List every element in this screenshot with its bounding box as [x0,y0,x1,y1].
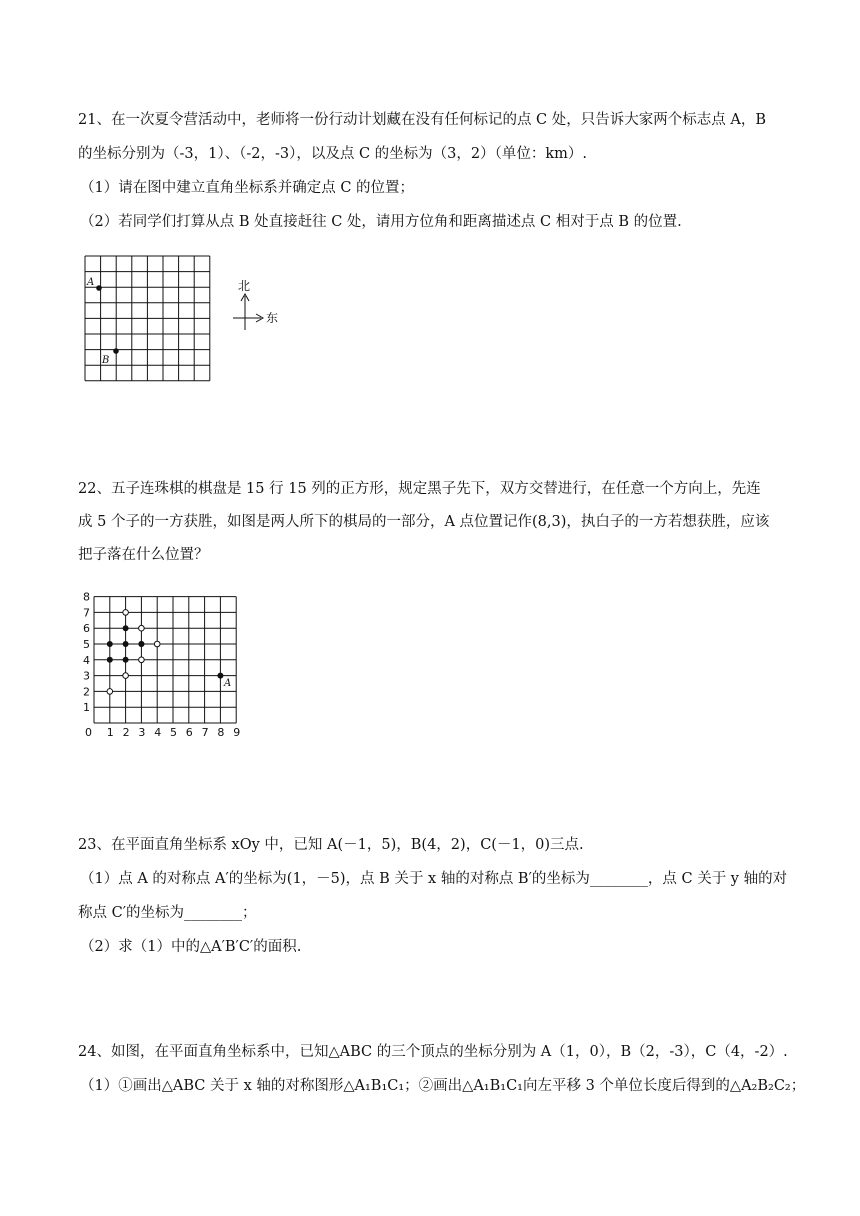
q21-line-1: 21、在一次夏令营活动中，老师将一份行动计划藏在没有任何标记的点 C 处，只告诉大家两个标志点 A，B [78,112,766,128]
q21-grid-figure [84,255,214,385]
q22-x-tick-label: 5 [170,726,177,739]
q22-black-stone [123,625,129,631]
q22-y-tick-label: 4 [83,653,90,667]
q23-line-3: 称点 C′的坐标为________； [78,905,257,921]
q22-y-tick-label: 7 [83,606,90,620]
q21-line-3: （1）请在图中建立直角坐标系并确定点 C 的位置； [80,180,415,196]
q22-x-tick-label: 2 [122,726,130,739]
q22-x-tick-label: 7 [201,726,209,739]
q21-compass [228,278,298,338]
q22-x-tick-label: 3 [138,726,146,739]
q22-y-tick-label: 3 [83,669,90,683]
q23-line-4: （2）求（1）中的△A′B′C′的面积. [80,939,302,955]
q22-line-3: 把子落在什么位置？ [78,547,209,563]
q22-black-stone [123,657,129,663]
q22-line-1: 22、五子连珠棋的棋盘是 15 行 15 列的正方形，规定黑子先下，双方交替进行，在任意一个方向上，先连 [78,481,761,497]
q22-x-tick-label: 1 [106,726,114,739]
compass-east-label: 东 [266,311,279,325]
q21-line-2: 的坐标分别为（-3，1）、（-2，-3），以及点 C 的坐标为（3，2）（单位：km）. [78,146,588,162]
q23-line-1: 23、在平面直角坐标系 xOy 中，已知 A(－1，5)，B(4，2)，C(－1，0)三点. [78,837,584,853]
q22-white-stone [107,689,113,695]
q22-black-stone [138,641,144,647]
q22-x-tick-label: 8 [217,726,225,739]
q22-x-tick-label: 4 [154,726,162,739]
q22-point-a-label: A [224,678,232,689]
q22-white-stone [123,673,129,679]
q22-board-figure [80,585,250,740]
q21-point-b-marker [113,348,119,354]
q22-y-tick-label: 1 [83,701,90,715]
q22-white-stone [139,625,145,631]
q21-point-a-label: A [87,277,95,288]
q22-line-2: 成 5 个子的一方获胜，如图是两人所下的棋局的一部分，A 点位置记作(8,3)，执白子的一方若想获胜，应该 [78,514,770,530]
q21-point-b-label: B [102,355,110,366]
q22-y-tick-label: 2 [83,685,90,699]
q22-white-stone [139,657,145,663]
q22-y-tick-label: 6 [83,622,90,636]
q22-black-stone [217,673,223,679]
q24-line-2: （1）①画出△ABC 关于 x 轴的对称图形△A₁B₁C₁；②画出△A₁B₁C₁向左平移 3 个单位长度后得到的△A₂B₂C₂； [80,1078,806,1094]
q22-white-stone [154,641,160,647]
q23-line-2: （1）点 A 的对称点 A′的坐标为(1，－5)，点 B 关于 x 轴的对称点 B′的坐标为________，点 C 关于 y 轴的对 [80,871,788,887]
compass-north-label: 北 [238,279,251,293]
q22-y-tick-label: 5 [83,638,90,651]
q22-x-tick-label: 0 [85,726,92,739]
q22-x-tick-label: 9 [233,726,241,739]
q22-black-stone [107,641,113,647]
q22-x-tick-label: 6 [185,726,193,739]
q22-white-stone [123,610,129,616]
q22-black-stone [123,641,129,647]
q22-black-stone [107,657,113,663]
q21-point-a-marker [96,285,102,291]
q24-line-1: 24、如图，在平面直角坐标系中，已知△ABC 的三个顶点的坐标分别为 A（1，0），B（2，-3），C（4，-2）. [78,1044,788,1060]
q22-y-tick-label: 8 [83,590,90,604]
q21-line-4: （2）若同学们打算从点 B 处直接赶往 C 处，请用方位角和距离描述点 C 相对于点 B 的位置. [80,214,682,230]
